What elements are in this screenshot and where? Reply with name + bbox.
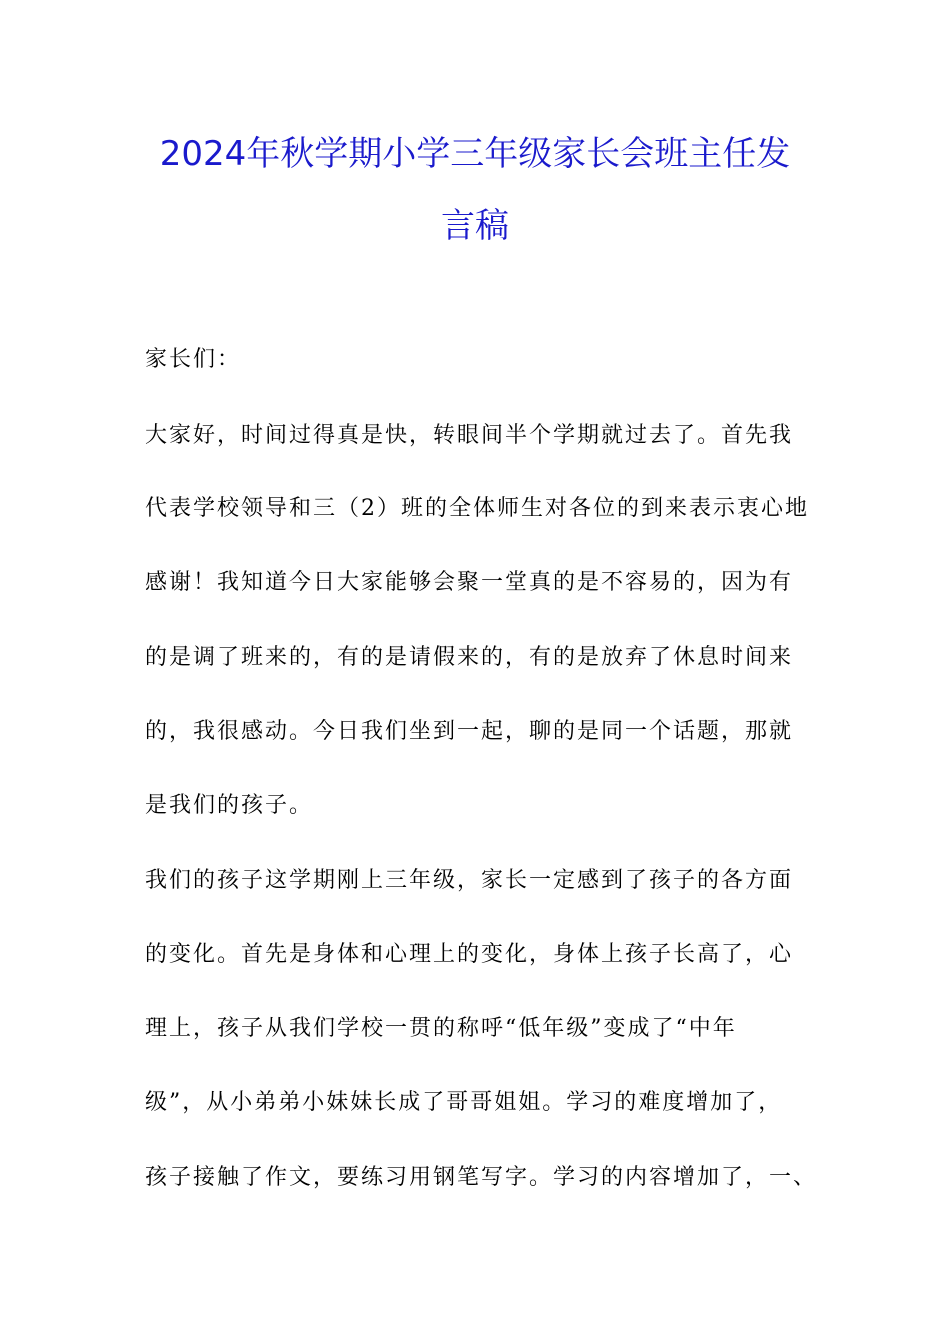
- body-line: 感谢！我知道今日大家能够会聚一堂真的是不容易的，因为有: [145, 570, 794, 595]
- body-line: 的是调了班来的，有的是请假来的，有的是放弃了休息时间来: [145, 645, 794, 670]
- body-line: 代表学校领导和三（2）班的全体师生对各位的到来表示衷心地: [145, 496, 809, 521]
- body-line: 孩子接触了作文，要练习用钢笔写字。学习的内容增加了，一、: [145, 1165, 818, 1190]
- document-title-line-1: 2024年秋学期小学三年级家长会班主任发: [159, 134, 791, 174]
- body-line: 是我们的孩子。: [145, 793, 314, 818]
- body-line: 的，我很感动。今日我们坐到一起，聊的是同一个话题，那就: [145, 719, 794, 744]
- body-line: 级”，从小弟弟小妹妹长成了哥哥姐姐。学习的难度增加了，: [145, 1090, 783, 1115]
- body-line: 的变化。首先是身体和心理上的变化，身体上孩子长高了，心: [145, 942, 794, 967]
- body-line: 理上，孩子从我们学校一贯的称呼“低年级”变成了“中年: [145, 1016, 737, 1041]
- document-title-line-2: 言稿: [441, 206, 509, 246]
- body-line: 大家好，时间过得真是快，转眼间半个学期就过去了。首先我: [145, 423, 794, 448]
- salutation: 家长们：: [145, 347, 242, 372]
- body-line: 我们的孩子这学期刚上三年级，家长一定感到了孩子的各方面: [145, 868, 794, 893]
